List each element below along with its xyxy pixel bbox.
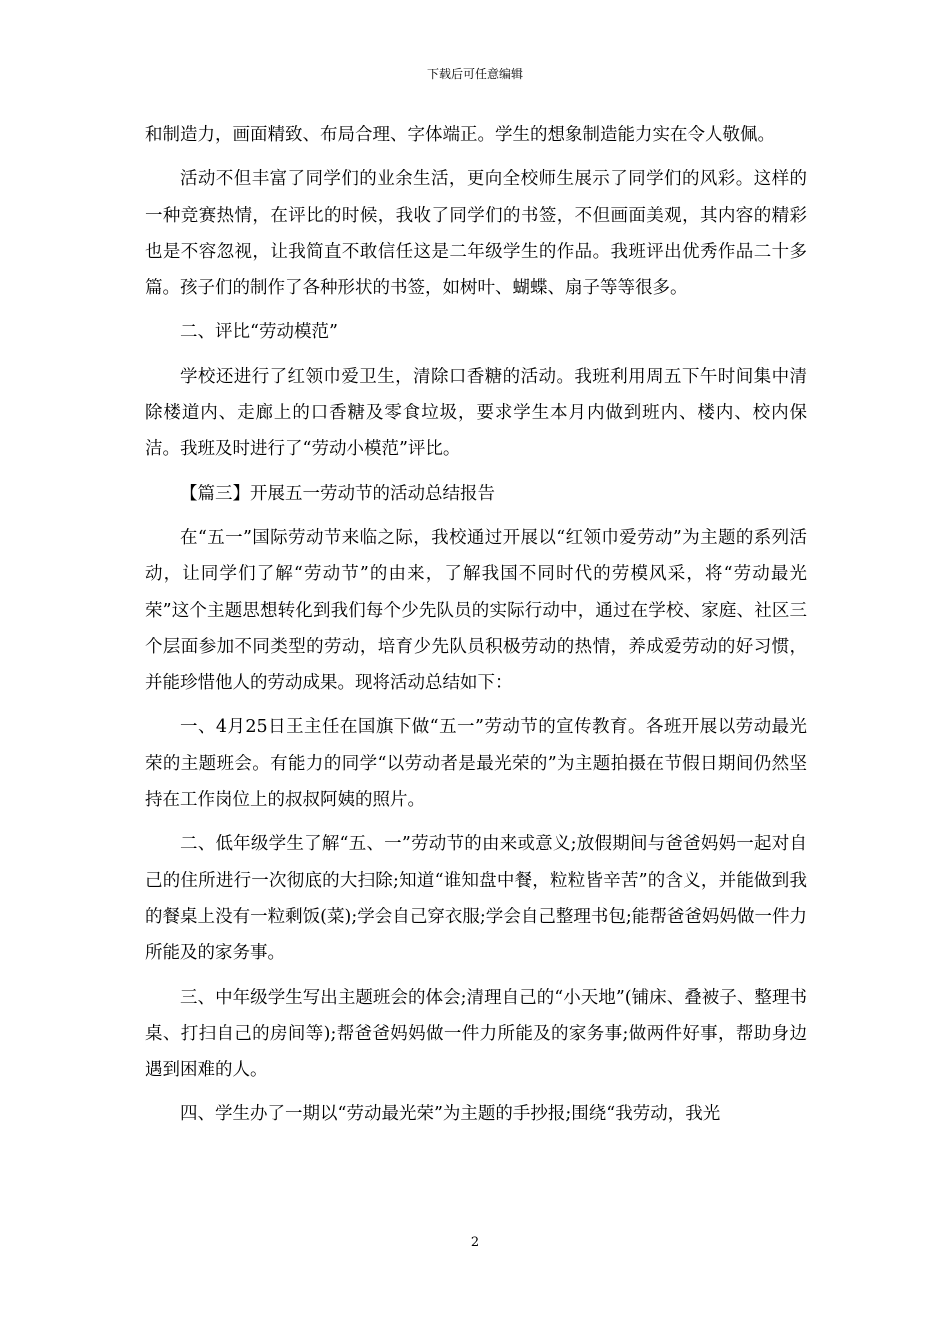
paragraph: 学校还进行了红领巾爱卫生，清除口香糖的活动。我班利用周五下午时间集中清除楼道内、走廊上的口香糖及零食垃圾，要求学生本月内做到班内、楼内、校内保洁。我班及时进行了“劳动小模范”评比。 — [145, 366, 807, 460]
paragraph: 三、中年级学生写出主题班会的体会;清理自己的“小天地”(铺床、叠被子、整理书桌、打扫自己的房间等);帮爸爸妈妈做一件力所能及的家务事;做两件好事，帮助身边遇到困难的人。 — [145, 987, 807, 1081]
section-heading: 【篇三】开展五一劳动节的活动总结报告 — [180, 483, 495, 504]
paragraph: 二、低年级学生了解“五、一”劳动节的由来或意义;放假期间与爸爸妈妈一起对自己的住所进行一次彻底的大扫除;知道“谁知盘中餐，粒粒皆辛苦”的含义，并能做到我的餐桌上没有一粒剩饭(菜);学会自己穿衣服;学会自己整理书包;能帮爸爸妈妈做一件力所能及的家务事。 — [145, 834, 807, 964]
paragraph: 一、4月25日王主任在国旗下做“五一”劳动节的宣传教育。各班开展以劳动最光荣的主题班会。有能力的同学“以劳动者是最光荣的”为主题拍摄在节假日期间仍然坚持在工作岗位上的叔叔阿姨的照片。 — [145, 717, 807, 811]
paragraph: 活动不但丰富了同学们的业余生活，更向全校师生展示了同学们的风彩。这样的一种竞赛热情，在评比的时候，我收了同学们的书签，不但画面美观，其内容的精彩也是不容忽视，让我简直不敢信任这是二年级学生的作品。我班评出优秀作品二十多篇。孩子们的制作了各种形状的书签，如树叶、蝴蝶、扇子等等很多。 — [145, 169, 807, 299]
page-header: 下载后可任意编辑 — [426, 67, 523, 81]
paragraph: 和制造力，画面精致、布局合理、字体端正。学生的想象制造能力实在令人敬佩。 — [145, 125, 775, 145]
paragraph: 四、学生办了一期以“劳动最光荣”为主题的手抄报;围绕“我劳动，我光 — [180, 1104, 721, 1125]
page-number: 2 — [470, 1235, 480, 1250]
section-heading: 二、评比“劳动模范” — [180, 322, 338, 343]
document-body — [145, 117, 807, 1141]
paragraph: 在“五一”国际劳动节来临之际，我校通过开展以“红领巾爱劳动”为主题的系列活动，让同学们了解“劳动节”的由来，了解我国不同时代的劳模风采，将“劳动最光荣”这个主题思想转化到我们每个少先队员的实际行动中，通过在学校、家庭、社区三个层面参加不同类型的劳动，培育少先队员积极劳动的热情，养成爱劳动的好习惯，并能珍惜他人的劳动成果。现将活动总结如下： — [145, 527, 807, 694]
